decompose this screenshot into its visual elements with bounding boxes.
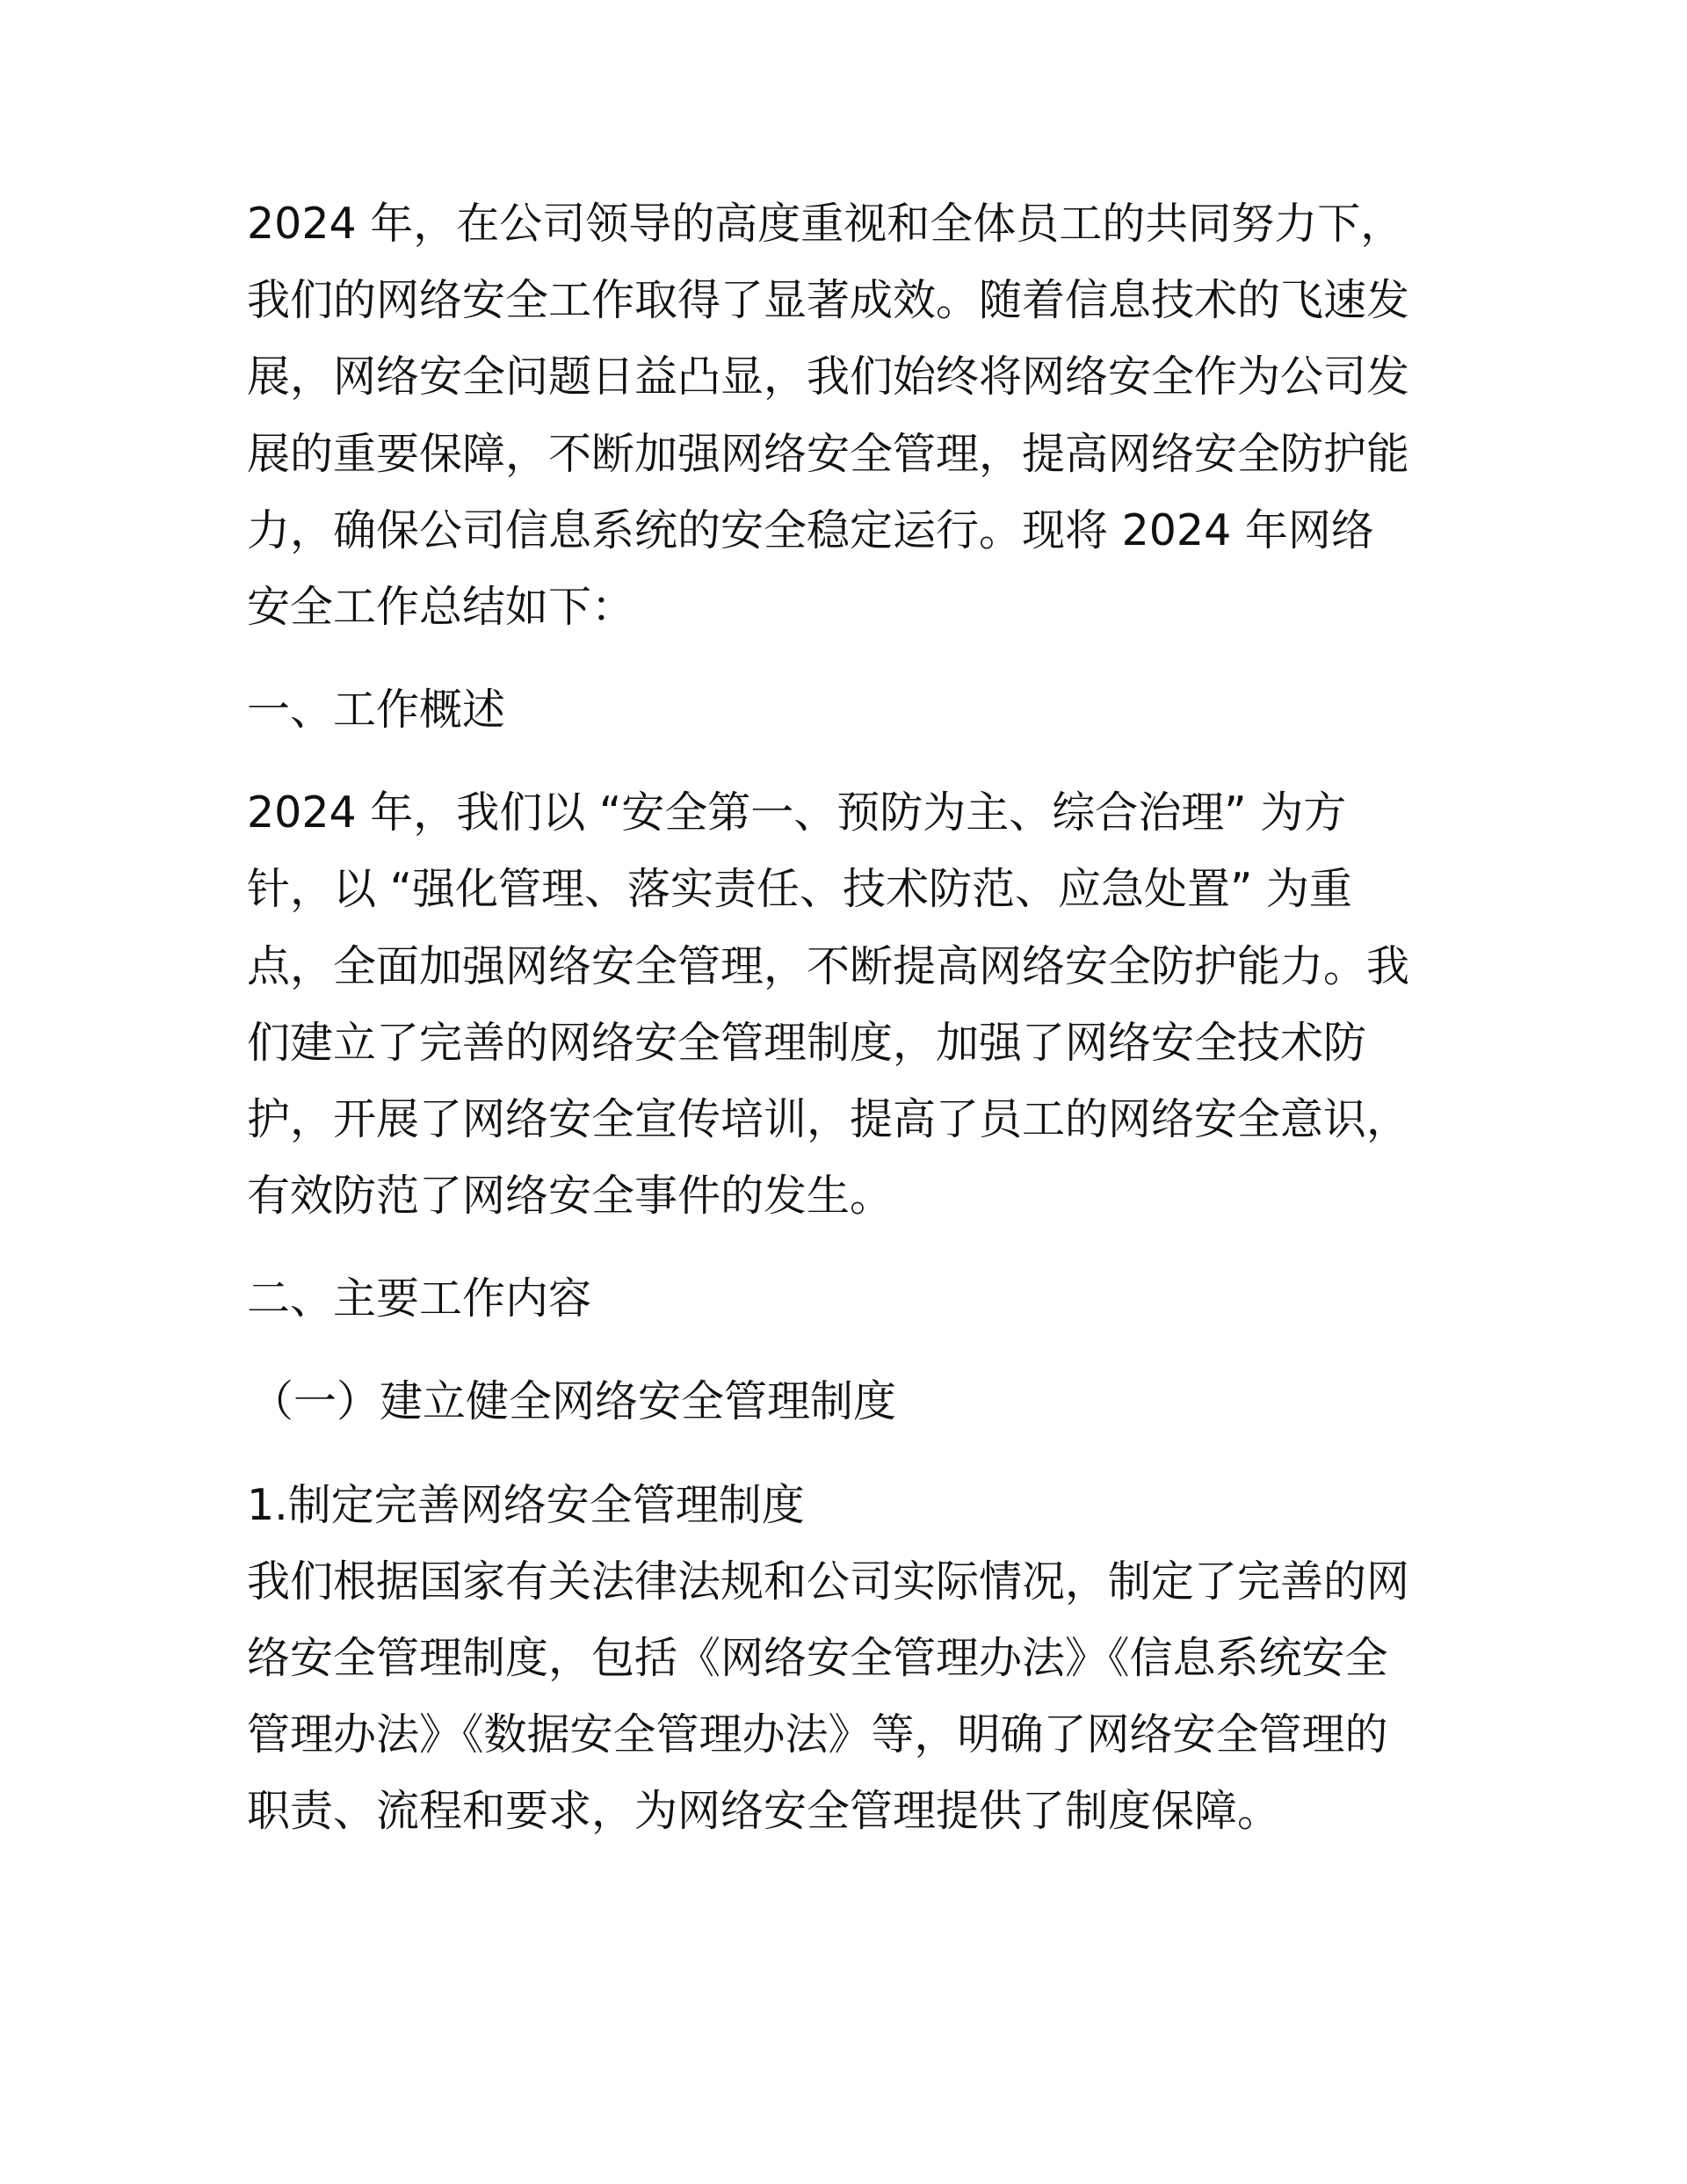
intro-line-3: 展，网络安全问题日益凸显，我们始终将网络安全作为公司发 xyxy=(247,352,1410,402)
item-body-line-3: 管理办法》《数据安全管理办法》等，明确了网络安全管理的 xyxy=(247,1709,1388,1760)
intro-line-5: 力，确保公司信息系统的安全稳定运行。现将 2024 年网络 xyxy=(247,505,1374,555)
item-body-line-4: 职责、流程和要求，为网络安全管理提供了制度保障。 xyxy=(247,1786,1281,1836)
item-body-line-2: 络安全管理制度，包括《网络安全管理办法》《信息系统安全 xyxy=(247,1633,1388,1683)
section-heading-main-work: 二、主要工作内容 xyxy=(247,1273,592,1324)
overview-line-2: 针，以 “强化管理、落实责任、技术防范、应急处置” 为重 xyxy=(247,864,1352,914)
overview-line-4: 们建立了完善的网络安全管理制度，加强了网络安全技术防 xyxy=(247,1018,1367,1068)
subsection-heading-management-system: （一）建立健全网络安全管理制度 xyxy=(250,1376,897,1426)
overview-line-1: 2024 年，我们以 “安全第一、预防为主、综合治理” 为方 xyxy=(247,787,1347,838)
intro-line-1: 2024 年，在公司领导的高度重视和全体员工的共同努力下， xyxy=(247,199,1404,249)
overview-line-6: 有效防范了网络安全事件的发生。 xyxy=(247,1171,894,1221)
intro-line-2: 我们的网络安全工作取得了显著成效。随着信息技术的飞速发 xyxy=(247,275,1410,325)
overview-line-3: 点，全面加强网络安全管理，不断提高网络安全防护能力。我 xyxy=(247,941,1410,991)
item-heading-formulate-system: 1.制定完善网络安全管理制度 xyxy=(247,1480,805,1530)
section-heading-overview: 一、工作概述 xyxy=(247,685,506,735)
overview-line-5: 护，开展了网络安全宣传培训，提高了员工的网络安全意识， xyxy=(247,1094,1410,1144)
intro-line-4: 展的重要保障，不断加强网络安全管理，提高网络安全防护能 xyxy=(247,429,1410,479)
item-body-line-1: 我们根据国家有关法律法规和公司实际情况，制定了完善的网 xyxy=(247,1556,1410,1607)
intro-line-6: 安全工作总结如下： xyxy=(247,582,635,632)
